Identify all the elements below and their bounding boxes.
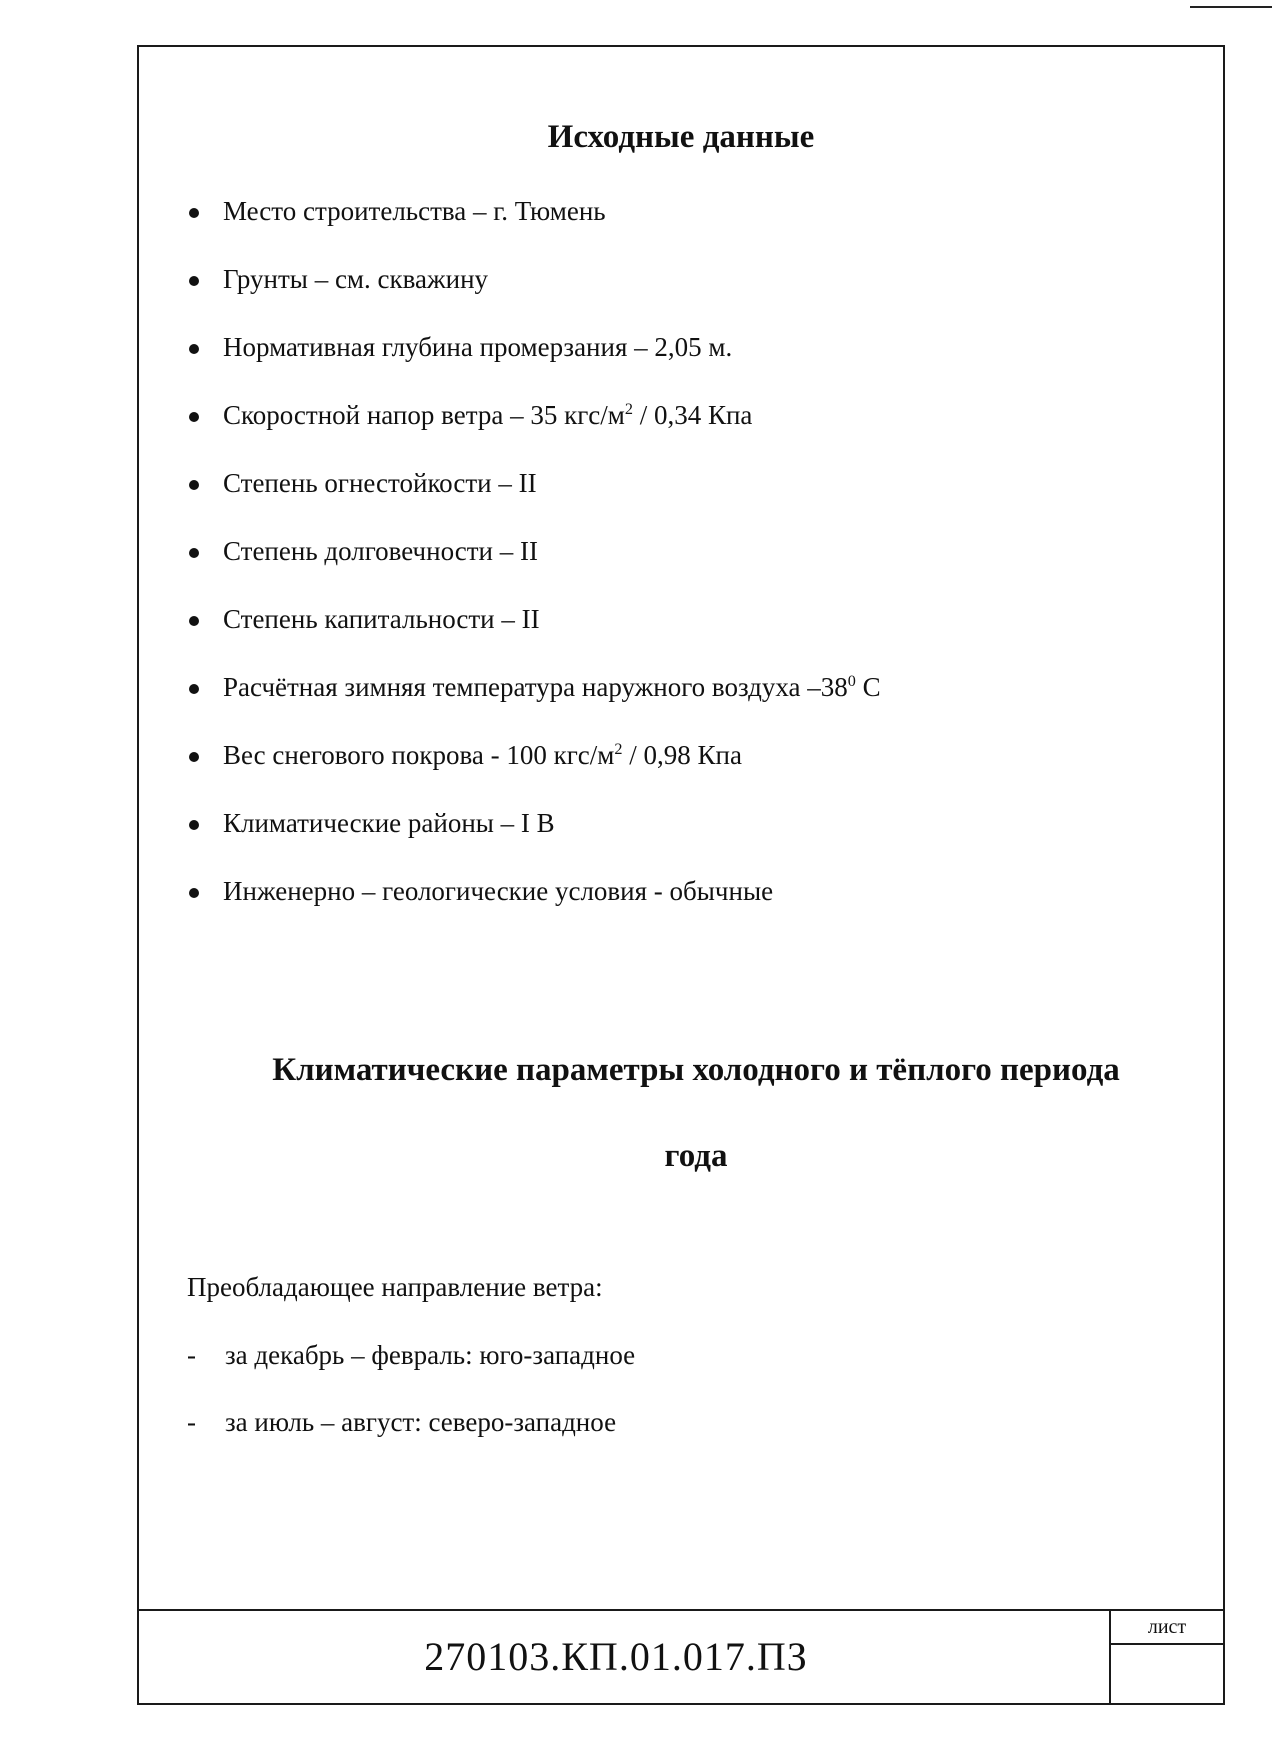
list-item: Скоростной напор ветра – 35 кгс/$м^2 / 0,34$ Кпа (189, 381, 881, 449)
list-item: Грунты – см. скважину (189, 245, 881, 313)
list-item: Нормативная глубина промерзания – 2,05 м. (189, 313, 881, 381)
scan-edge-line (1190, 6, 1272, 8)
list-item: Расчётная зимняя температура наружного воздуха $-38^0$ С (189, 653, 881, 721)
wind-direction-list (187, 1335, 635, 1469)
list-item: - за декабрь – февраль: юго-западное (187, 1340, 636, 1370)
list-item: Степень долговечности – II (189, 517, 881, 585)
section-title (199, 1027, 1193, 1199)
list-item: - за июль – август: северо-западное (187, 1407, 617, 1437)
drawing-frame (137, 45, 1225, 1705)
section-title-line: Климатические параметры холодного и тёплого периода (272, 1052, 1120, 1088)
sheet-number-cell (1109, 1611, 1223, 1703)
list-item: Климатические районы – I В (189, 789, 881, 857)
list-item: Место строительства – г. Тюмень (189, 177, 881, 245)
section-title-line: года (664, 1138, 728, 1174)
initial-data-list (189, 177, 881, 925)
document-code: 270103.КП.01.017.ПЗ (424, 1634, 808, 1679)
page-title: Исходные данные (547, 119, 815, 155)
title-block (139, 1609, 1223, 1703)
list-item: Степень капитальности – II (189, 585, 881, 653)
list-item: Степень огнестойкости – II (189, 449, 881, 517)
list-item: Вес снегового покрова - 100 кгс/$м^2 / 0,98$ Кпа (189, 721, 881, 789)
list-item: Инженерно – геологические условия - обычные (189, 857, 881, 925)
wind-direction-heading: Преобладающее направление ветра: (187, 1272, 603, 1302)
sheet-label: лист (1111, 1611, 1223, 1645)
